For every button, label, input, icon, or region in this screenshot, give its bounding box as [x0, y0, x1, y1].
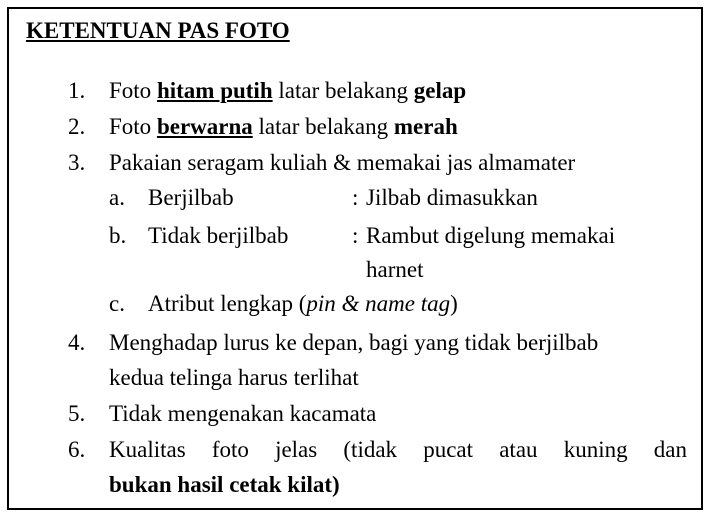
item-text: Kualitas foto jelas (tidak pucat atau kuning dan: [109, 437, 687, 462]
item-number: 2.: [68, 114, 86, 139]
item-text: Pakaian seragam kuliah & memakai jas almamater: [109, 150, 576, 175]
sub-item-label: Tidak berjilbab: [148, 223, 289, 248]
item-text: Menghadap lurus ke depan, bagi yang tidak berjilbab: [109, 330, 599, 355]
item-number: 1.: [68, 78, 86, 103]
item-number: 5.: [68, 401, 86, 426]
sub-item-value: Jilbab dimasukkan: [366, 185, 538, 210]
item-number: 6.: [68, 437, 86, 462]
item-number: 3.: [68, 150, 86, 175]
sub-item-value: Rambut digelung memakai: [366, 223, 616, 248]
sub-item-label: Atribut lengkap (pin & name tag): [148, 291, 458, 316]
sub-item-label: Berjilbab: [148, 185, 234, 210]
item-text: Foto hitam putih latar belakang gelap: [109, 78, 467, 103]
item-number: 4.: [68, 330, 86, 355]
item-text: Tidak mengenakan kacamata: [109, 401, 377, 426]
page-title: KETENTUAN PAS FOTO: [26, 18, 290, 43]
item-text: Foto berwarna latar belakang merah: [109, 114, 458, 139]
